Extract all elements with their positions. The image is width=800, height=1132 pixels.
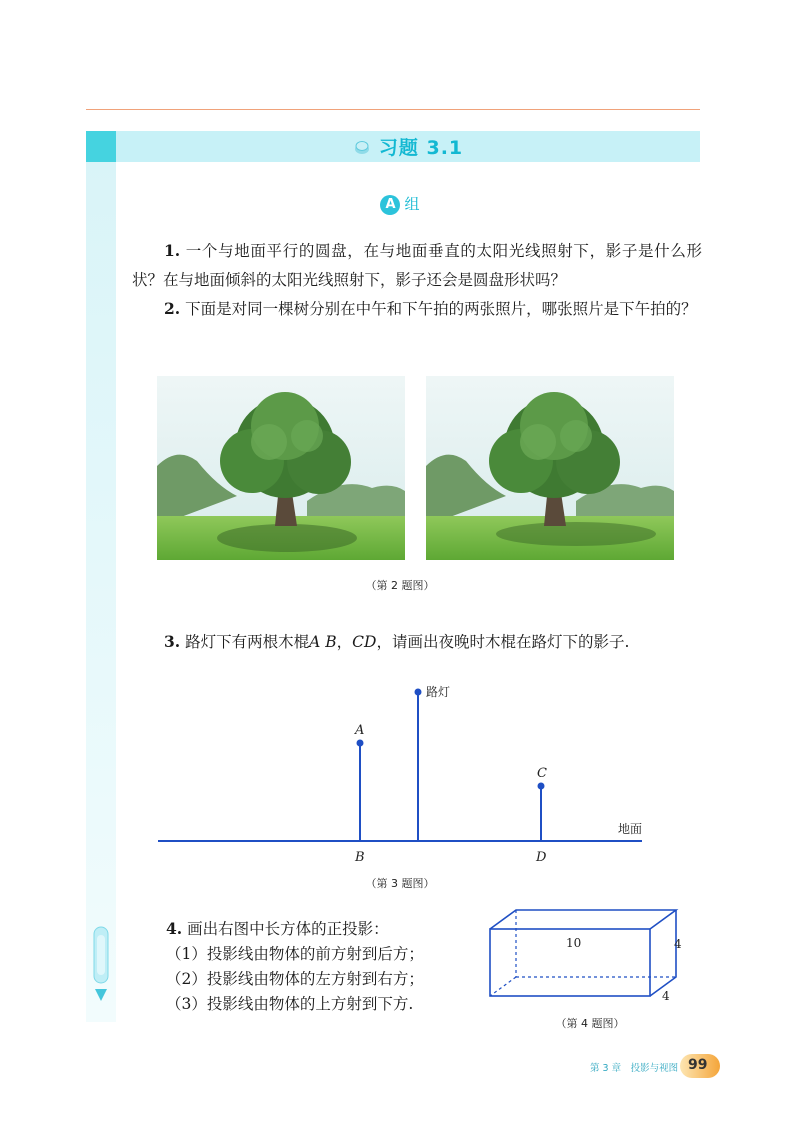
lamp-label: 路灯 bbox=[426, 685, 451, 699]
list-item: （2）投影线由物体的左方射到右方； bbox=[166, 970, 424, 988]
point-a bbox=[357, 740, 364, 747]
page-number: 99 bbox=[688, 1057, 708, 1073]
separator: ， bbox=[336, 633, 353, 651]
problem-text-part1: 路灯下有两根木棍 bbox=[185, 633, 310, 651]
top-face bbox=[490, 910, 676, 929]
cuboid-diagram bbox=[480, 905, 690, 1010]
side-face bbox=[650, 910, 676, 996]
figure-2-caption: （第 2 题图） bbox=[365, 579, 435, 592]
problem-1 bbox=[132, 236, 702, 295]
top-rule bbox=[86, 109, 700, 110]
tree-photo-afternoon bbox=[426, 376, 674, 560]
problem-4 bbox=[166, 917, 389, 941]
problem-number: 2. bbox=[164, 299, 181, 318]
group-heading bbox=[0, 193, 800, 215]
section-title-band bbox=[116, 131, 700, 162]
side-block bbox=[86, 131, 116, 162]
group-letter-badge: A bbox=[380, 195, 400, 215]
streetlight-diagram bbox=[150, 680, 650, 870]
problem-text: 下面是对同一棵树分别在中午和下午拍的两张照片，哪张照片是下午拍的？ bbox=[185, 300, 697, 318]
figure-3-caption: （第 3 题图） bbox=[365, 877, 435, 890]
depth-label: 4 bbox=[662, 989, 670, 1003]
problem-number: 1. bbox=[164, 241, 181, 260]
chapter-label: 第 3 章 投影与视图 bbox=[590, 1063, 679, 1074]
problem-text: 画出右图中长方体的正投影： bbox=[187, 920, 389, 938]
length-label: 10 bbox=[566, 936, 582, 950]
lamp-point bbox=[415, 689, 422, 696]
problem-text: 一个与地面平行的圆盘，在与地面垂直的太阳光线照射下，影子是什么形状？在与地面倾斜的太阳光线照射下，影子还会是圆盘形状吗？ bbox=[132, 242, 702, 289]
label-a: A bbox=[355, 723, 365, 738]
label-d: D bbox=[536, 850, 547, 865]
problem-2 bbox=[132, 294, 702, 324]
list-item: （1）投影线由物体的前方射到后方； bbox=[166, 945, 424, 963]
problem-number: 3. bbox=[164, 632, 181, 651]
hidden-edges bbox=[490, 910, 676, 996]
problem-3 bbox=[132, 627, 702, 657]
label-b: B bbox=[355, 850, 365, 865]
problem-text-part2: ，请画出夜晚时木棍在路灯下的影子. bbox=[376, 633, 630, 651]
section-title: 习题 3.1 bbox=[378, 137, 464, 159]
label-c: C bbox=[537, 766, 547, 781]
height-label: 4 bbox=[674, 937, 682, 951]
group-label: 组 bbox=[404, 195, 420, 213]
stick-ab-label: A B bbox=[309, 633, 337, 651]
scroll-decoration-icon bbox=[93, 925, 109, 1005]
problem-number: 4. bbox=[166, 919, 183, 938]
point-c bbox=[538, 783, 545, 790]
ground-label: 地面 bbox=[618, 822, 643, 836]
droplet-icon bbox=[353, 138, 371, 156]
figure-4-caption: （第 4 题图） bbox=[555, 1017, 625, 1030]
stick-cd-label: CD bbox=[352, 633, 377, 651]
list-item: （3）投影线由物体的上方射到下方. bbox=[166, 995, 414, 1013]
tree-photo-noon bbox=[157, 376, 405, 560]
